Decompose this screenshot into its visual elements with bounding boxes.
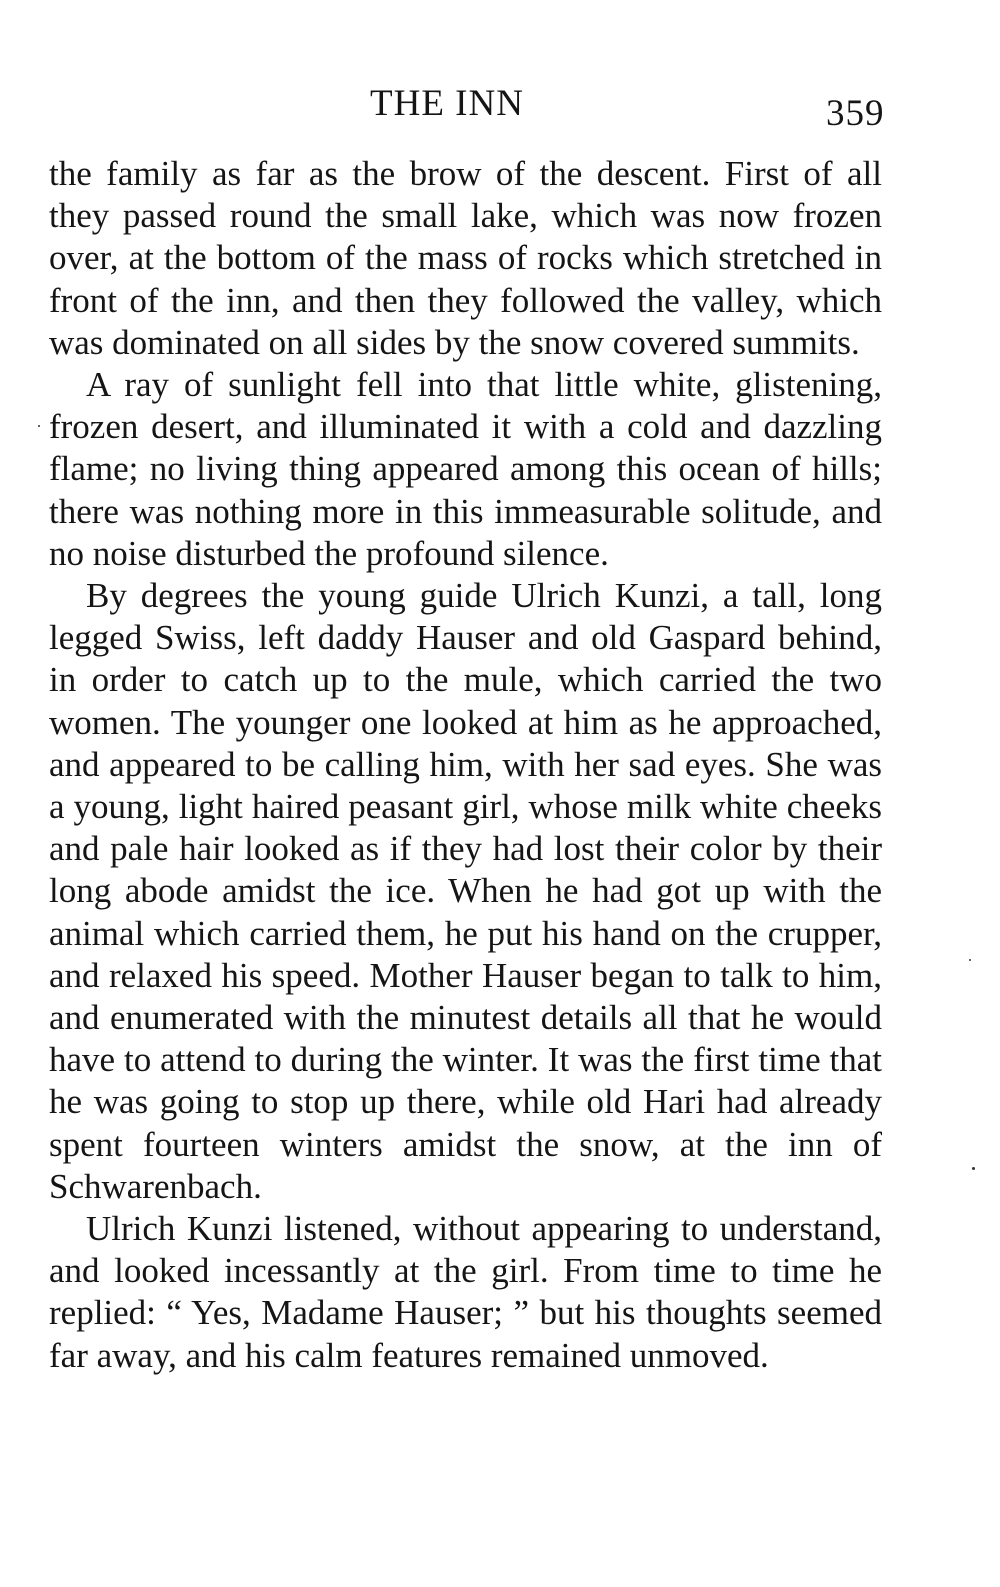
running-title: THE INN: [370, 83, 524, 124]
body-text: [49, 153, 882, 1377]
paragraph-4: Ulrich Kunzi listened, without appearing to understand, and looked incessantly at the girl. From time to time he replied: “ Yes, Madame Hauser; ” but his thoughts seemed far away, and his calm features remained unmoved.: [49, 1209, 882, 1375]
paragraph-3: By degrees the young guide Ulrich Kunzi, a tall, long legged Swiss, left daddy Hauser and old Gaspard behind, in order to catch up to the mule, which carried the two women. The younger one looked at him as he approached, and appeared to be calling him, with her sad eyes. She was a young, light haired peasant girl, whose milk white cheeks and pale hair looked as if they had lost their color by their long abode amidst the ice. When he had got up with the animal which carried them, he put his hand on the crupper, and relaxed his speed. Mother Hauser began to talk to him, and enumerated with the minutest details all that he would have to attend to during the winter. It was the first time that he was going to stop up there, while old Hari had already spent fourteen winters amidst the snow, at the inn of Schwarenbach.: [49, 576, 882, 1206]
running-head: [0, 84, 1000, 132]
paragraph-2: A ray of sunlight fell into that little white, glistening, frozen desert, and illuminated it with a cold and dazzling flame; no living thing appeared among this ocean of hills; there was nothing more in this immeasurable solitude, and no noise disturbed the profound silence.: [49, 365, 882, 573]
page-number: 359: [826, 93, 885, 134]
print-speck: [38, 425, 40, 427]
paragraph-1: the family as far as the brow of the descent. First of all they passed round the small lake, which was now frozen over, at the bottom of the mass of rocks which stretched in front of the inn, and then they followed the valley, which was dominated on all sides by the snow covered summits.: [49, 154, 882, 362]
print-speck: [972, 1167, 975, 1170]
print-speck: [969, 959, 971, 961]
